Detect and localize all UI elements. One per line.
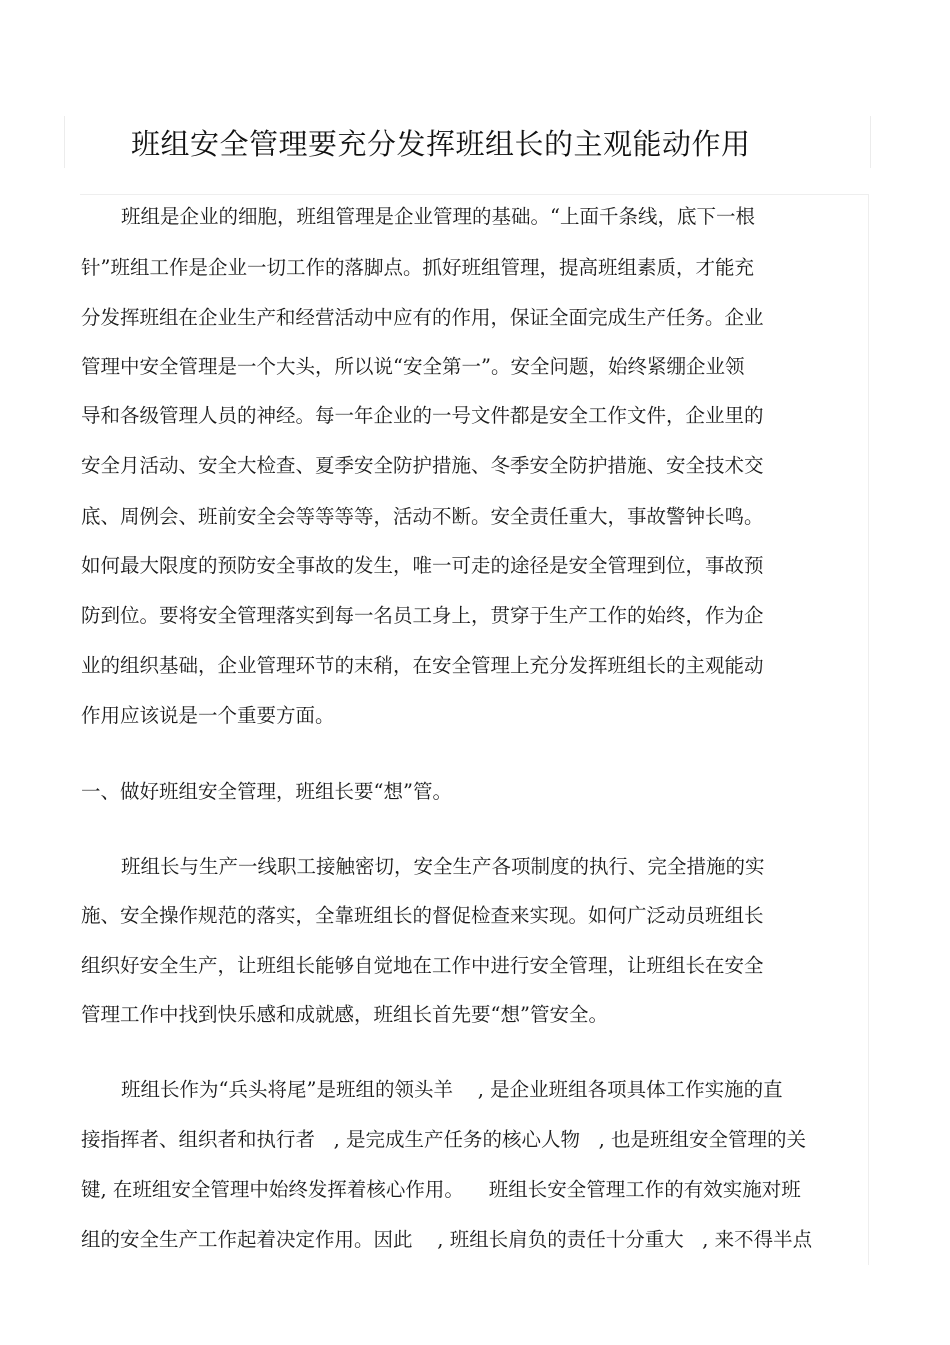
paragraph-line: 针”班组工作是企业一切工作的落脚点。抓好班组管理，提高班组素质，才能充 [81,256,754,279]
paragraph-line: 管理工作中找到快乐感和成就感，班组长首先要“想”管安全。 [81,1003,608,1026]
paragraph-line: 底、周例会、班前安全会等等等等，活动不断。安全责任重大，事故警钟长鸣。 [81,505,764,528]
section-heading: 一、做好班组安全管理，班组长要“想”管。 [81,780,452,803]
paragraph-line: 业的组织基础，企业管理环节的末稍，在安全管理上充分发挥班组长的主观能动 [81,654,764,677]
paragraph-line: 组织好安全生产，让班组长能够自觉地在工作中进行安全管理，让班组长在安全 [81,954,764,977]
paragraph-line: 管理中安全管理是一个大头，所以说“安全第一”。安全问题，始终紧绷企业领 [81,355,745,378]
paragraph-line: 班组是企业的细胞，班组管理是企业管理的基础。“上面千条线，底下一根 [121,205,755,228]
paragraph-line: 接指挥者、组织者和执行者 , 是完成生产任务的核心人物 , 也是班组安全管理的关 [81,1128,806,1151]
document-title: 班组安全管理要充分发挥班组长的主观能动作用 [131,127,751,161]
paragraph-line: 导和各级管理人员的神经。每一年企业的一号文件都是安全工作文件，企业里的 [81,404,764,427]
paragraph-line: 键, 在班组安全管理中始终发挥着核心作用。 班组长安全管理工作的有效实施对班 [81,1178,801,1201]
paragraph-line: 组的安全生产工作起着决定作用。因此 , 班组长肩负的责任十分重大 , 来不得半点 [81,1228,813,1251]
paragraph-line: 安全月活动、安全大检查、夏季安全防护措施、冬季安全防护措施、安全技术交 [81,454,764,477]
paragraph-line: 班组长与生产一线职工接触密切，安全生产各项制度的执行、完全措施的实 [121,855,765,878]
paragraph-line: 作用应该说是一个重要方面。 [81,704,335,727]
paragraph-line: 施、安全操作规范的落实，全靠班组长的督促检查来实现。如何广泛动员班组长 [81,904,764,927]
paragraph-line: 防到位。要将安全管理落实到每一名员工身上，贯穿于生产工作的始终，作为企 [81,604,764,627]
paragraph-line: 如何最大限度的预防安全事故的发生，唯一可走的途径是安全管理到位，事故预 [81,554,764,577]
paragraph-line: 分发挥班组在企业生产和经营活动中应有的作用，保证全面完成生产任务。企业 [81,306,764,329]
paragraph-line: 班组长作为“兵头将尾”是班组的领头羊 , 是企业班组各项具体工作实施的直 [121,1078,783,1101]
